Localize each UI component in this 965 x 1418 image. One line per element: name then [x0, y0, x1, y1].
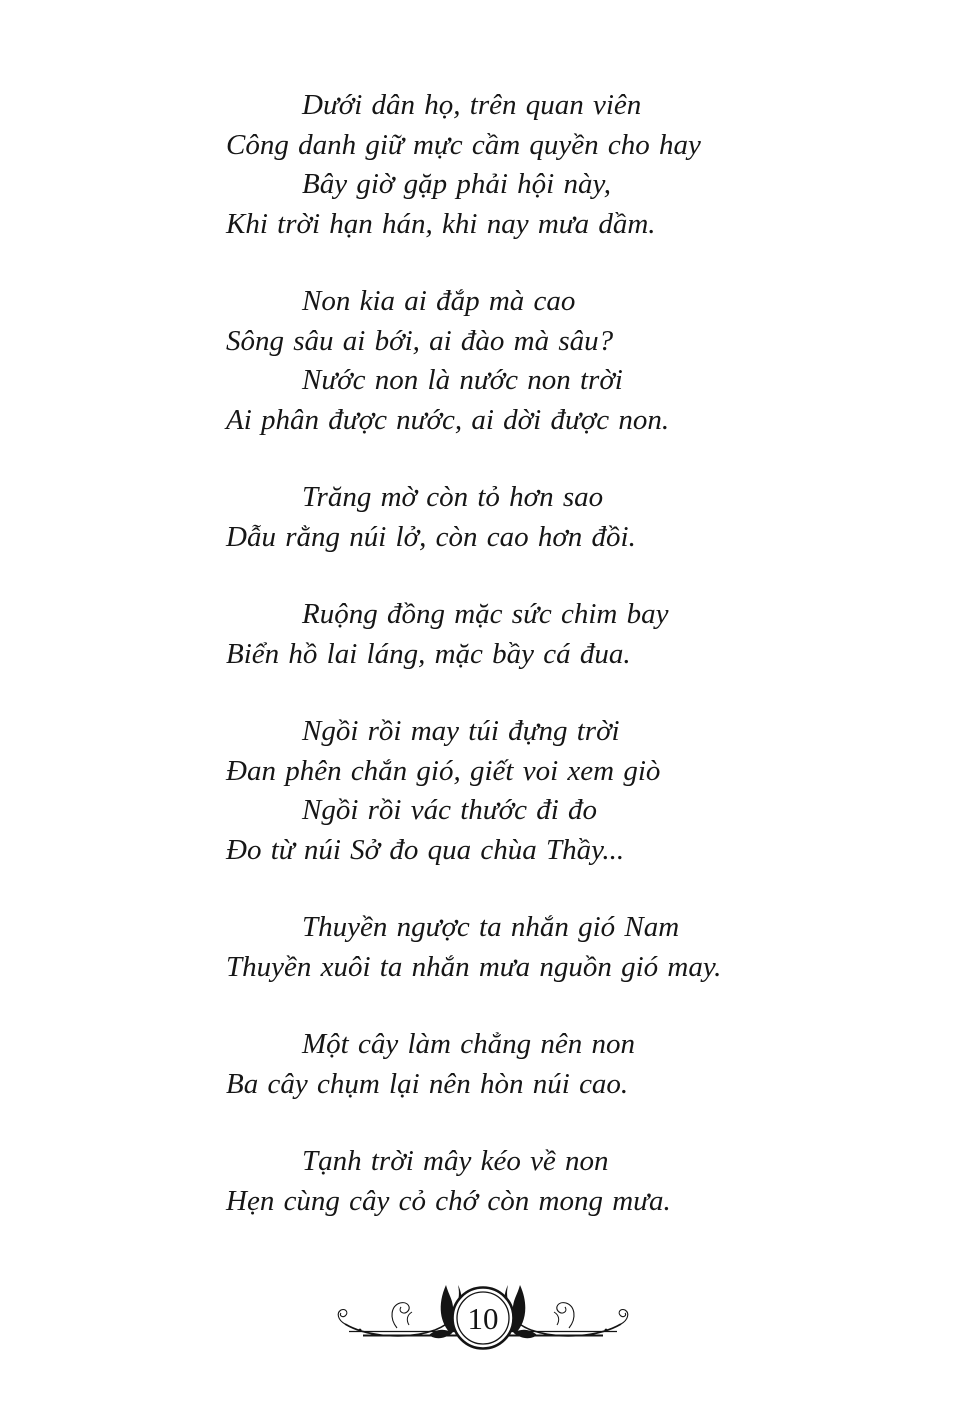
page-footer	[0, 1272, 965, 1368]
poem-line: Đo từ núi Sở đo qua chùa Thầy...	[226, 833, 625, 866]
poem-stanza	[226, 1025, 846, 1104]
poem-stanza	[226, 282, 846, 440]
poem-line: Đan phên chắn gió, giết voi xem giò	[226, 754, 661, 787]
poem-stanza	[226, 712, 846, 870]
poem-stanza	[226, 1142, 846, 1221]
poem-line: Dưới dân họ, trên quan viên	[302, 89, 642, 121]
poem-line: Ngồi rồi may túi đựng trời	[302, 715, 620, 747]
poem-stanza	[226, 86, 846, 244]
poem-stanza	[226, 595, 846, 674]
poem-line: Một cây làm chẳng nên non	[302, 1028, 635, 1060]
poem-line: Biển hồ lai láng, mặc bầy cá đua.	[226, 637, 631, 670]
poem-line: Ngồi rồi vác thước đi đo	[302, 794, 598, 826]
poem-line: Dẫu rằng núi lở, còn cao hơn đồi.	[226, 520, 636, 553]
poem-line: Ai phân được nước, ai dời được non.	[226, 403, 670, 436]
poem-line: Hẹn cùng cây cỏ chớ còn mong mưa.	[226, 1184, 671, 1217]
poem-line: Thuyền xuôi ta nhắn mưa nguồn gió may.	[226, 950, 722, 983]
poem-line: Công danh giữ mực cầm quyền cho hay	[226, 128, 701, 161]
poem-line: Bây giờ gặp phải hội này,	[302, 168, 612, 200]
poem-stanza	[226, 908, 846, 987]
footer-ornament	[333, 1272, 633, 1368]
poem-line: Khi trời hạn hán, khi nay mưa dầm.	[226, 207, 656, 240]
poem-line: Tạnh trời mây kéo về non	[302, 1145, 609, 1177]
poem-line: Nước non là nước non trời	[302, 364, 623, 396]
poem-line: Thuyền ngược ta nhắn gió Nam	[302, 911, 680, 943]
poem-line: Trăng mờ còn tỏ hơn sao	[302, 481, 604, 513]
poem-line: Non kia ai đắp mà cao	[302, 285, 576, 317]
poem-stanza	[226, 478, 846, 557]
poem-line: Ba cây chụm lại nên hòn núi cao.	[226, 1067, 629, 1100]
poem-line: Ruộng đồng mặc sức chim bay	[302, 598, 669, 630]
page-number: 10	[467, 1301, 498, 1336]
poem-line: Sông sâu ai bới, ai đào mà sâu?	[226, 324, 614, 357]
poem-body	[226, 86, 846, 1259]
